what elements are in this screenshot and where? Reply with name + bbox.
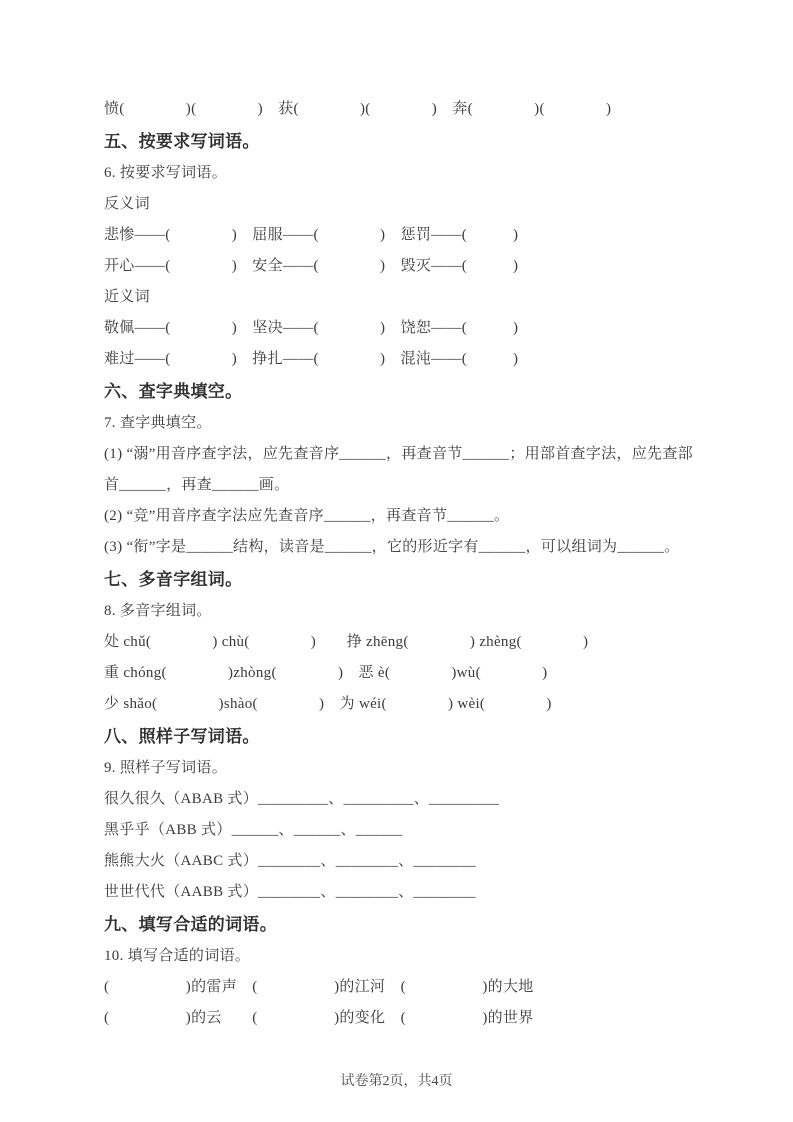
section-8-heading: 八、照样子写词语。	[104, 727, 260, 746]
phrase-fill-row: ( )的雷声 ( )的江河 ( )的大地	[104, 979, 534, 995]
section-9-heading: 九、填写合适的词语。	[104, 915, 277, 934]
dictionary-question-line: (3) “衔”字是______结构，读音是______，它的形近字有______，可以组词为______。	[104, 539, 680, 555]
question-6-title: 6. 按要求写词语。	[104, 165, 228, 181]
polyphone-row: 重 chóng( )zhòng( ) 恶 è( )wù( )	[104, 665, 548, 681]
section-5-heading: 五、按要求写词语。	[104, 132, 260, 151]
phrase-fill-row: ( )的云 ( )的变化 ( )的世界	[104, 1010, 534, 1026]
word-pattern-row: 世世代代（AABB 式）________、________、________	[104, 884, 476, 900]
word-pattern-row: 熊熊大火（AABC 式）________、________、________	[104, 853, 476, 869]
antonym-row: 开心——( ) 安全——( ) 毁灭——( )	[104, 258, 519, 274]
polyphone-row: 少 shǎo( )shào( ) 为 wéi( ) wèi( )	[104, 696, 552, 712]
word-pattern-row: 黑乎乎（ABB 式）______、______、______	[104, 822, 403, 838]
synonym-row: 敬佩——( ) 坚决——( ) 饶恕——( )	[104, 320, 519, 336]
antonyms-label: 反义词	[104, 196, 150, 212]
question-8-title: 8. 多音字组词。	[104, 603, 212, 619]
dictionary-question-line: (2) “竞”用音序查字法应先查音序______，再查音节______。	[104, 508, 510, 524]
footer-page-number: 试卷第2页，共4页	[340, 1074, 453, 1089]
question-10-title: 10. 填写合适的词语。	[104, 948, 251, 964]
polyphone-row: 处 chǔ( ) chù( ) 挣 zhēng( ) zhèng( )	[104, 634, 589, 650]
synonym-row: 难过——( ) 挣扎——( ) 混沌——( )	[104, 351, 519, 367]
question-9-title: 9. 照样子写词语。	[104, 760, 228, 776]
section-7-heading: 七、多音字组词。	[104, 570, 243, 589]
section-6-heading: 六、查字典填空。	[104, 382, 243, 401]
antonym-row: 悲惨——( ) 屈服——( ) 惩罚——( )	[104, 227, 519, 243]
fill-in-row-characters: 愤( )( ) 获( )( ) 奔( )( )	[104, 101, 612, 117]
dictionary-question-line: 首______，再查______画。	[104, 477, 290, 493]
synonyms-label: 近义词	[104, 289, 150, 305]
question-7-title: 7. 查字典填空。	[104, 415, 212, 431]
word-pattern-row: 很久很久（ABAB 式）_________、_________、_________	[104, 791, 500, 807]
dictionary-question-line: (1) “溺”用音序查字法，应先查音序______，再查音节______；用部首查字法，应先查部	[104, 446, 693, 462]
